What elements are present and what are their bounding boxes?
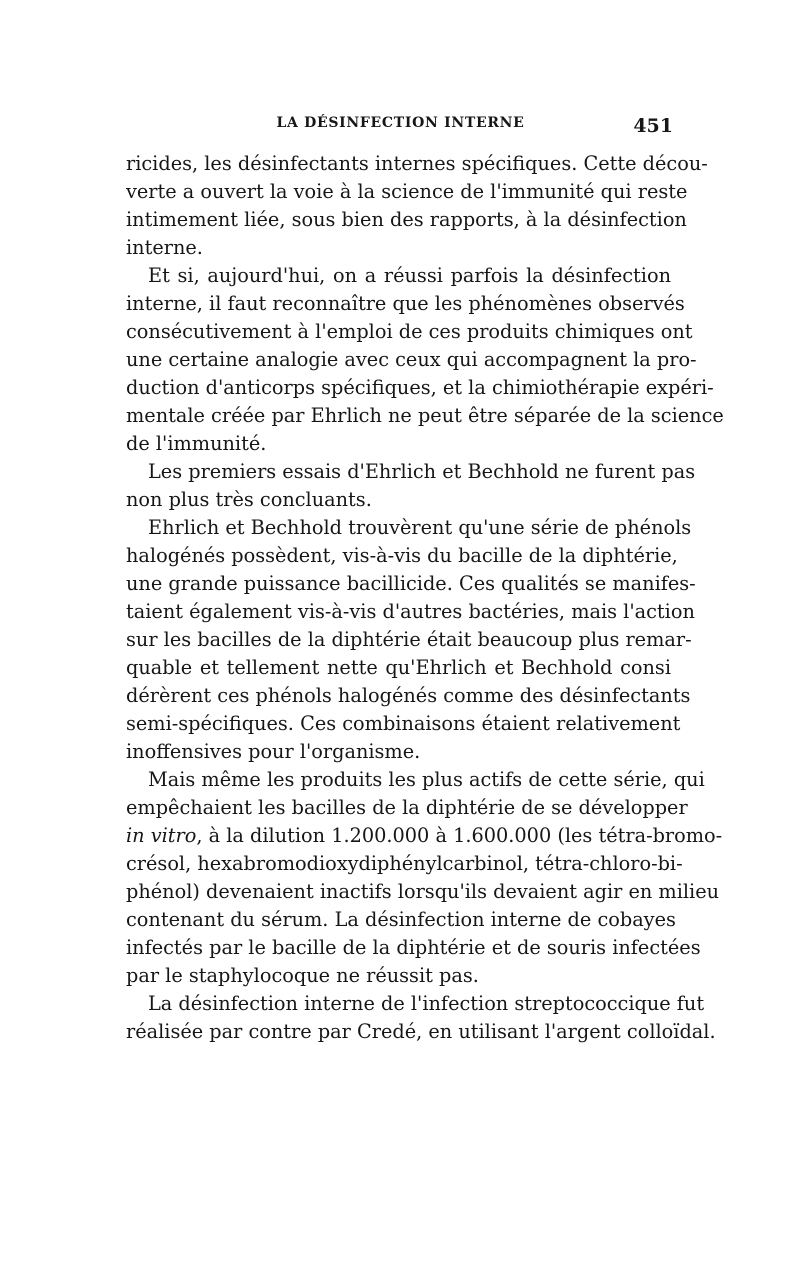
body-text-line-14: Ehrlich et Bechhold trouvèrent qu'une série de phénols (148, 516, 692, 539)
body-text-line-30: par le staphylocoque ne réussit pas. (126, 964, 479, 987)
body-text-line-2: verte a ouvert la voie à la science de l'immunité qui reste (126, 180, 688, 203)
body-text-line-32: réalisée par contre par Credé, en utilisant l'argent colloïdal. (126, 1020, 716, 1043)
body-text-line-25 (126, 822, 723, 850)
page-header (128, 115, 673, 139)
body-text-line-12: Les premiers essais d'Ehrlich et Bechhold ne furent pas (148, 460, 696, 483)
body-text-line-21: semi-spécifiques. Ces combinaisons étaient relativement (126, 712, 681, 735)
body-text-line-8: une certaine analogie avec ceux qui accompagnent la pro- (126, 348, 697, 371)
body-text-line-1: ricides, les désinfectants internes spécifiques. Cette décou- (126, 152, 708, 175)
body-text-line-18: sur les bacilles de la diphtérie était beaucoup plus remar- (126, 628, 692, 651)
body-text-line-23: Mais même les produits les plus actifs de cette série, qui (148, 768, 705, 791)
body-text-line-22: inoffensives pour l'organisme. (126, 740, 421, 763)
body-text-line-6: interne, il faut reconnaître que les phénomènes observés (126, 292, 685, 315)
body-text-line-26: crésol, hexabromodioxydiphénylcarbinol, tétra-chloro-bi- (126, 852, 683, 875)
body-text-line-24: empêchaient les bacilles de la diphtérie de se développer (126, 796, 688, 819)
body-text-line-10: mentale créée par Ehrlich ne peut être séparée de la science (126, 404, 724, 427)
body-text-line-31: La désinfection interne de l'infection streptococcique fut (148, 992, 705, 1015)
page-number: 451 (633, 115, 673, 137)
body-text-line-5: Et si, aujourd'hui, on a réussi parfois la désinfection (148, 264, 671, 287)
body-text-line-9: duction d'anticorps spécifiques, et la chimiothérapie expéri- (126, 376, 714, 399)
body-text-line-16: une grande puissance bacillicide. Ces qualités se manifes- (126, 572, 696, 595)
body-text-line-3: intimement liée, sous bien des rapports, à la désinfection (126, 208, 687, 231)
body-text-line-11: de l'immunité. (126, 432, 267, 455)
body-text-line-13: non plus très concluants. (126, 488, 372, 511)
body-text-line-19: quable et tellement nette qu'Ehrlich et Bechhold consi (126, 656, 671, 679)
italic-latin-phrase: in vitro (126, 824, 197, 847)
body-text-line-20: dérèrent ces phénols halogénés comme des désinfectants (126, 684, 691, 707)
body-text-line-27: phénol) devenaient inactifs lorsqu'ils devaient agir en milieu (126, 880, 720, 903)
body-text-line-29: infectés par le bacille de la diphtérie et de souris infectées (126, 936, 701, 959)
body-text-line-28: contenant du sérum. La désinfection interne de cobayes (126, 908, 676, 931)
body-text-line-17: taient également vis-à-vis d'autres bactéries, mais l'action (126, 600, 695, 623)
body-text-line-4: interne. (126, 236, 203, 259)
body-text-line-7: consécutivement à l'emploi de ces produits chimiques ont (126, 320, 693, 343)
body-text-line-15: halogénés possèdent, vis-à-vis du bacille de la diphtérie, (126, 544, 678, 567)
body-text-line-25-rest: , à la dilution 1.200.000 à 1.600.000 (les tétra-bromo- (196, 824, 723, 847)
running-title: LA DÉSINFECTION INTERNE (276, 115, 525, 131)
